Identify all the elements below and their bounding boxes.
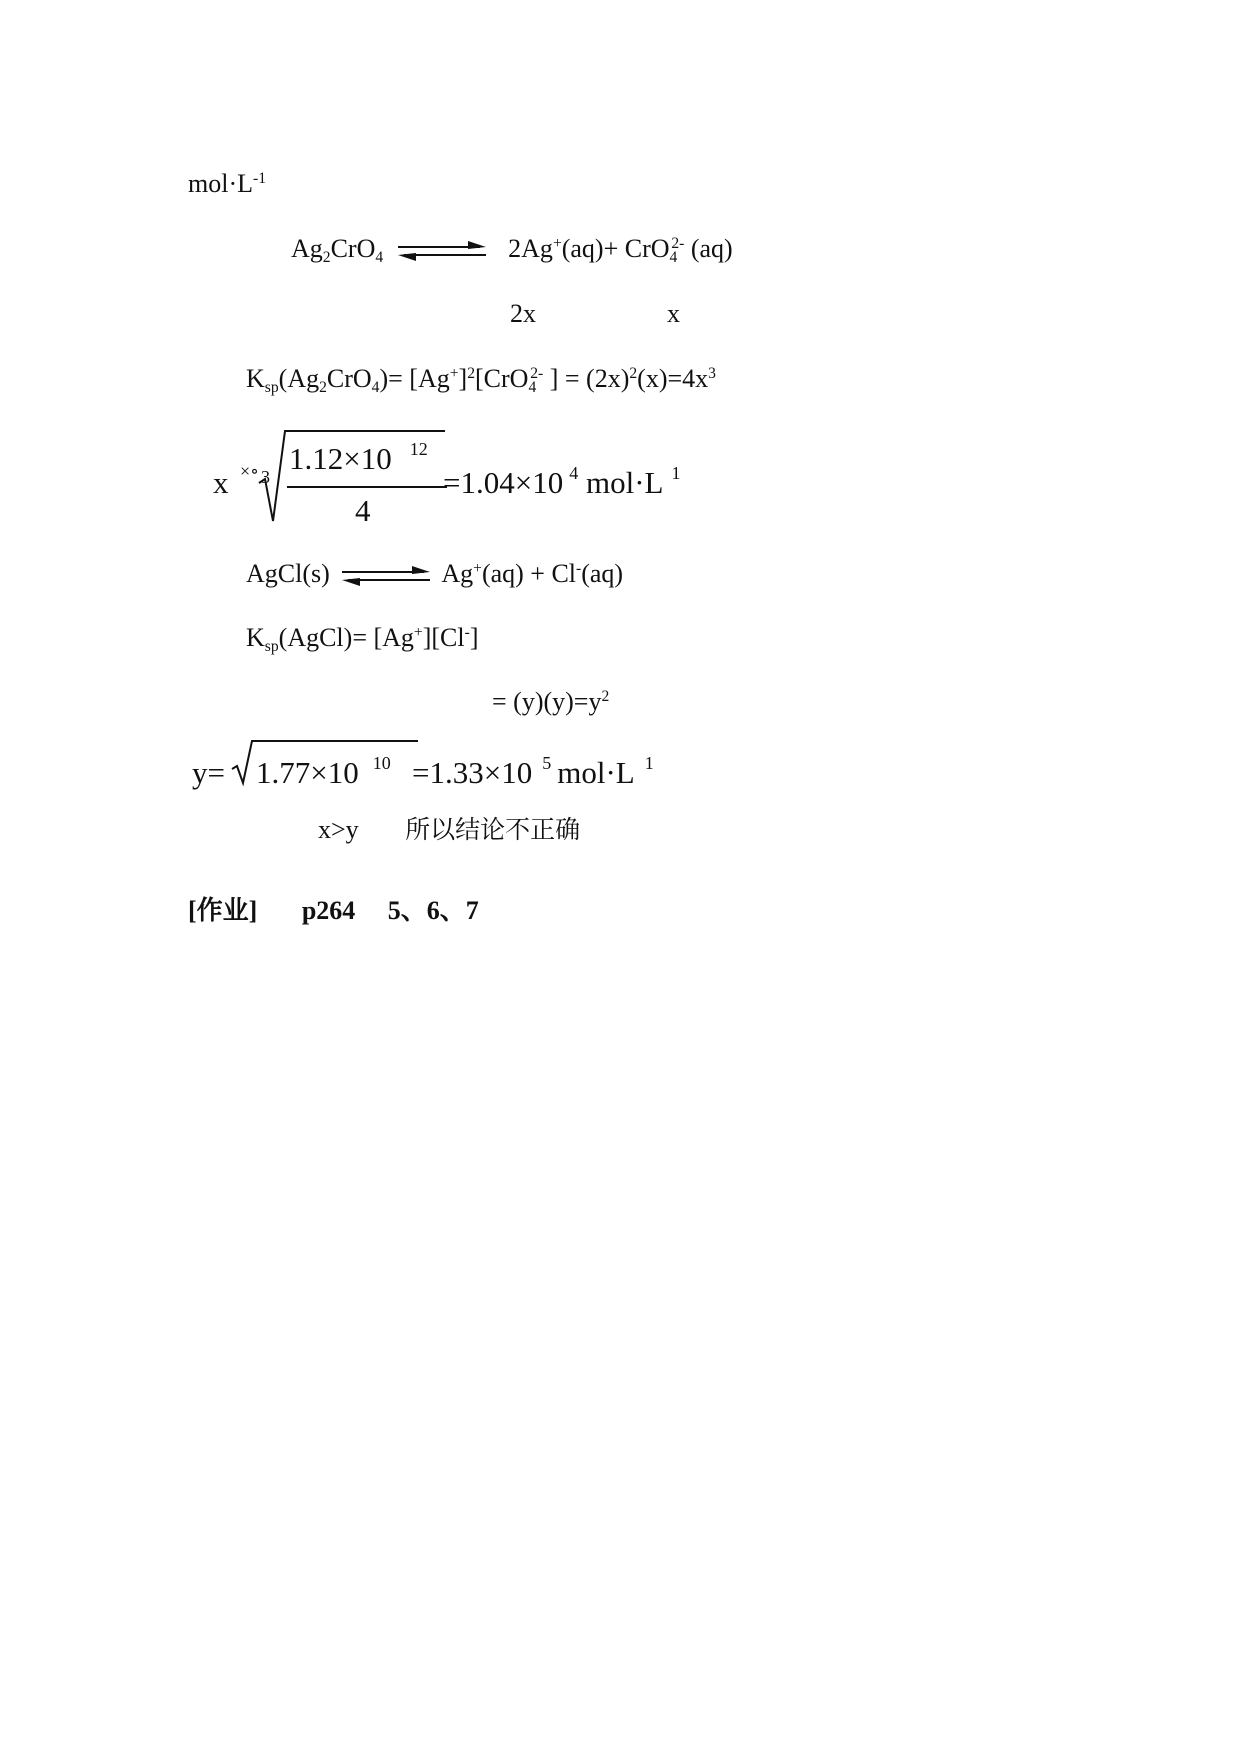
- homework-page: p264: [301, 896, 356, 925]
- expr-sup: 2: [629, 365, 638, 383]
- expr-part: ] = (2x): [543, 364, 630, 393]
- ksp-ag2cro4-expression: [246, 364, 716, 397]
- conc-cro4: x: [667, 299, 680, 328]
- reactant-part: CrO: [330, 234, 376, 263]
- expr-part: (AgCl)= [Ag: [278, 623, 414, 652]
- conc-ag: 2x: [510, 299, 536, 328]
- formula-y-lhs: y=: [192, 755, 225, 790]
- equilibrium-arrow-icon: [396, 240, 488, 262]
- expr-sub: 4: [528, 379, 537, 397]
- result-value: =1.04×10: [443, 465, 564, 500]
- product-sup: +: [552, 235, 562, 253]
- formula-x-lhs: x: [213, 465, 229, 500]
- product-part: (aq)+ CrO: [561, 234, 670, 263]
- numerator-value: 1.12×10: [289, 441, 392, 476]
- equilibrium-arrow-icon: [340, 565, 432, 587]
- product-sup: +: [473, 560, 482, 578]
- ksp-sub: sp: [264, 638, 279, 656]
- numerator-exp: 12: [409, 439, 428, 459]
- expr-part: (Ag: [278, 364, 320, 393]
- product-part: 2Ag: [508, 234, 553, 263]
- product-part: (aq): [684, 234, 733, 263]
- homework-label: [作业]: [188, 896, 258, 925]
- reactant: [291, 234, 384, 267]
- unit-exp: 1: [671, 463, 681, 483]
- formula-y-result: [412, 755, 654, 791]
- product-sub: 4: [669, 249, 678, 267]
- conclusion-text: 所以结论不正确: [405, 815, 581, 844]
- homework: [188, 898, 479, 924]
- products: [508, 234, 733, 267]
- ksp-agcl-equals-sup: 2: [601, 688, 610, 706]
- expr-part: ]: [458, 364, 468, 393]
- denominator: 4: [355, 493, 371, 528]
- formula-y: [190, 735, 730, 795]
- product-part: (aq) + Cl: [481, 559, 577, 588]
- conclusion-compare: x>y: [318, 815, 359, 844]
- expr-part: CrO: [326, 364, 372, 393]
- expr-sup: -: [464, 624, 470, 642]
- ksp-symbol: K: [246, 623, 265, 652]
- result-value: =1.33×10: [412, 755, 533, 790]
- reactant-agcl: AgCl(s): [246, 559, 330, 588]
- unit-exp: 1: [644, 753, 654, 773]
- unit-line: [188, 171, 266, 197]
- expr-sub: 2: [319, 379, 327, 397]
- expr-sub: 4: [371, 379, 380, 397]
- reactant-part: Ag: [291, 234, 323, 263]
- product-sup: 2-: [671, 235, 685, 253]
- expr-part: ]: [469, 623, 479, 652]
- product-part: (aq): [581, 559, 624, 588]
- result-unit: mol·L: [557, 755, 635, 790]
- radicand-exp: 10: [372, 753, 391, 773]
- expr-sup: 3: [708, 365, 716, 383]
- expr-sup: +: [449, 365, 459, 383]
- expr-sup: 2: [467, 365, 475, 383]
- ksp-agcl-expression: [246, 623, 479, 656]
- ksp-symbol: K: [246, 364, 265, 393]
- numerator: [289, 441, 428, 477]
- reactant-sub: 4: [375, 249, 384, 267]
- root-index: 3: [261, 467, 270, 487]
- conclusion: [318, 817, 580, 843]
- formula-x-result: [443, 465, 680, 501]
- unit-sup: -1: [253, 170, 266, 188]
- formula-x: [205, 425, 745, 535]
- reactant-sub: 2: [322, 249, 331, 267]
- result-exp: 4: [569, 463, 579, 483]
- ksp-sub: sp: [264, 379, 279, 397]
- reaction-ag2cro4: [291, 234, 733, 267]
- expr-sup: 2-: [530, 365, 544, 383]
- ksp-agcl-equals: [492, 689, 609, 715]
- result-exp: 5: [542, 753, 552, 773]
- expr-part: )= [Ag: [379, 364, 450, 393]
- product-sup: -: [576, 560, 582, 578]
- result-unit: mol·L: [585, 465, 664, 500]
- product-part: Ag: [441, 559, 474, 588]
- expr-part: ][Cl: [422, 623, 465, 652]
- expr-part: (x)=4x: [637, 364, 709, 393]
- unit-text: mol·L: [188, 169, 253, 198]
- ksp-agcl-equals-text: = (y)(y)=y: [492, 687, 602, 716]
- radicand-value: 1.77×10: [256, 755, 359, 790]
- expr-sup: +: [413, 624, 423, 642]
- expr-part: [CrO: [475, 364, 529, 393]
- formula-x-garbled: ×∘: [240, 461, 259, 481]
- reaction-agcl: [246, 561, 623, 587]
- radicand: [256, 755, 391, 791]
- homework-items: 5、6、7: [387, 896, 479, 925]
